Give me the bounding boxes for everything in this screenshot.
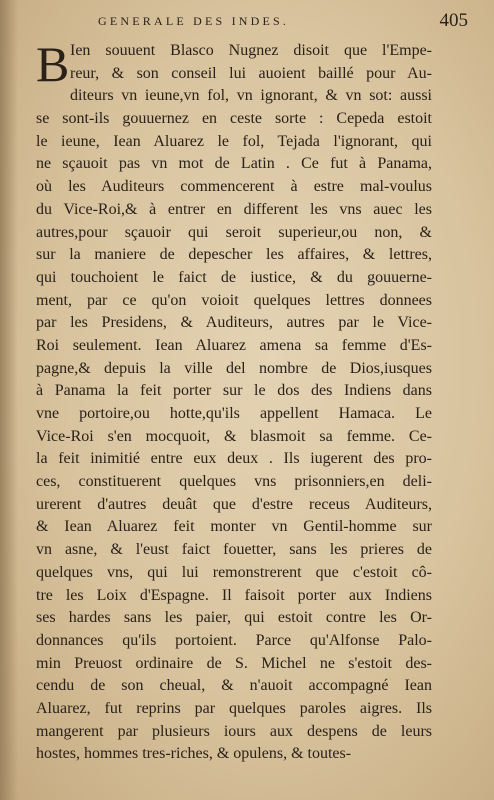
text-line: pagne,& depuis la ville del nombre de Dios,iusques [36,359,432,377]
page-header [60,10,480,36]
text-line: vn asne, & l'eust faict fouetter, sans les prieres de [36,541,432,559]
text-line: Vice-Roi s'en mocquoit, & blasmoit sa femme. Ce- [36,427,432,445]
text-line: donnances qu'ils portoient. Parce qu'Alfonse Palo- [36,631,432,649]
text-line: le ieune, Iean Aluarez le fol, Tejada l'ignorant, qui [36,132,432,150]
page-gutter-shadow [0,0,18,800]
text-line: autres,pour sçauoir qui seroit superieur,ou non, & [36,223,432,241]
text-line: Roi seulement. Iean Aluarez amena sa femme d'Es- [36,336,432,354]
text-line: mangerent par plusieurs iours aux despens de leurs [36,722,432,740]
text-line: sur la maniere de depescher les affaires, & lettres, [36,246,432,264]
drop-cap: B [36,36,70,92]
text-line: & Iean Aluarez feit monter vn Gentil-homme sur [36,518,432,536]
text-lines [36,85,432,766]
text-line: qui touchoient le faict de iustice, & du gouuerne- [36,268,432,286]
body-text [36,36,432,766]
running-head: GENERALE DES INDES. [98,14,290,28]
text-line: se sont-ils gouuernez en ceste sorte : Cepeda estoit [36,110,432,128]
text-line: par les Presidens, & Auditeurs, autres par le Vice- [36,314,432,332]
text-line: vne portoire,ou hotte,qu'ils appellent Hamaca. Le [36,405,432,423]
text-line: ne sçauoit pas vn mot de Latin . Ce fut à Panama, [36,155,432,173]
text-line: diteurs vn ieune,vn fol, vn ignorant, & vn sot: aussi [70,87,432,105]
text-line: reur, & son conseil lui auoient baillé pour Au- [70,64,432,82]
text-line: urerent d'autres deuât que d'estre receus Auditeurs, [36,495,432,513]
text-line: ment, par ce qu'on voioit quelques lettres donnees [36,291,432,309]
text-line: hostes, hommes tres-riches, & opulens, & toutes- [36,745,352,763]
text-line: à Panama la feit porter sur le dos des Indiens dans [36,382,432,400]
text-line: min Preuost ordinaire de S. Michel ne s'estoit des- [36,654,432,672]
text-line: ces, constituerent quelques vns prisonniers,en deli- [36,473,432,491]
text-line: où les Auditeurs commencerent à estre mal-voulus [36,178,432,196]
opening-lines [36,36,432,92]
text-line: du Vice-Roi,& à entrer en different les vns auec les [36,200,432,218]
text-line: cendu de son cheual, & n'auoit accompagné Iean [36,677,432,695]
page-number: 405 [439,10,468,31]
text-line: ses hardes sans les paier, qui estoit contre les Or- [36,609,432,627]
text-line: Ien souuent Blasco Nugnez disoit que l'Empe- [70,42,432,59]
text-line: la feit inimitié entre eux deux . Ils iugerent des pro- [36,450,432,468]
text-line: Aluarez, fut reprins par quelques paroles aigres. Ils [36,699,432,717]
text-line: tre les Loix d'Espagne. Il faisoit porter aux Indiens [36,586,432,604]
text-line: quelques vns, qui lui remonstrerent que c'estoit cô- [36,563,432,581]
